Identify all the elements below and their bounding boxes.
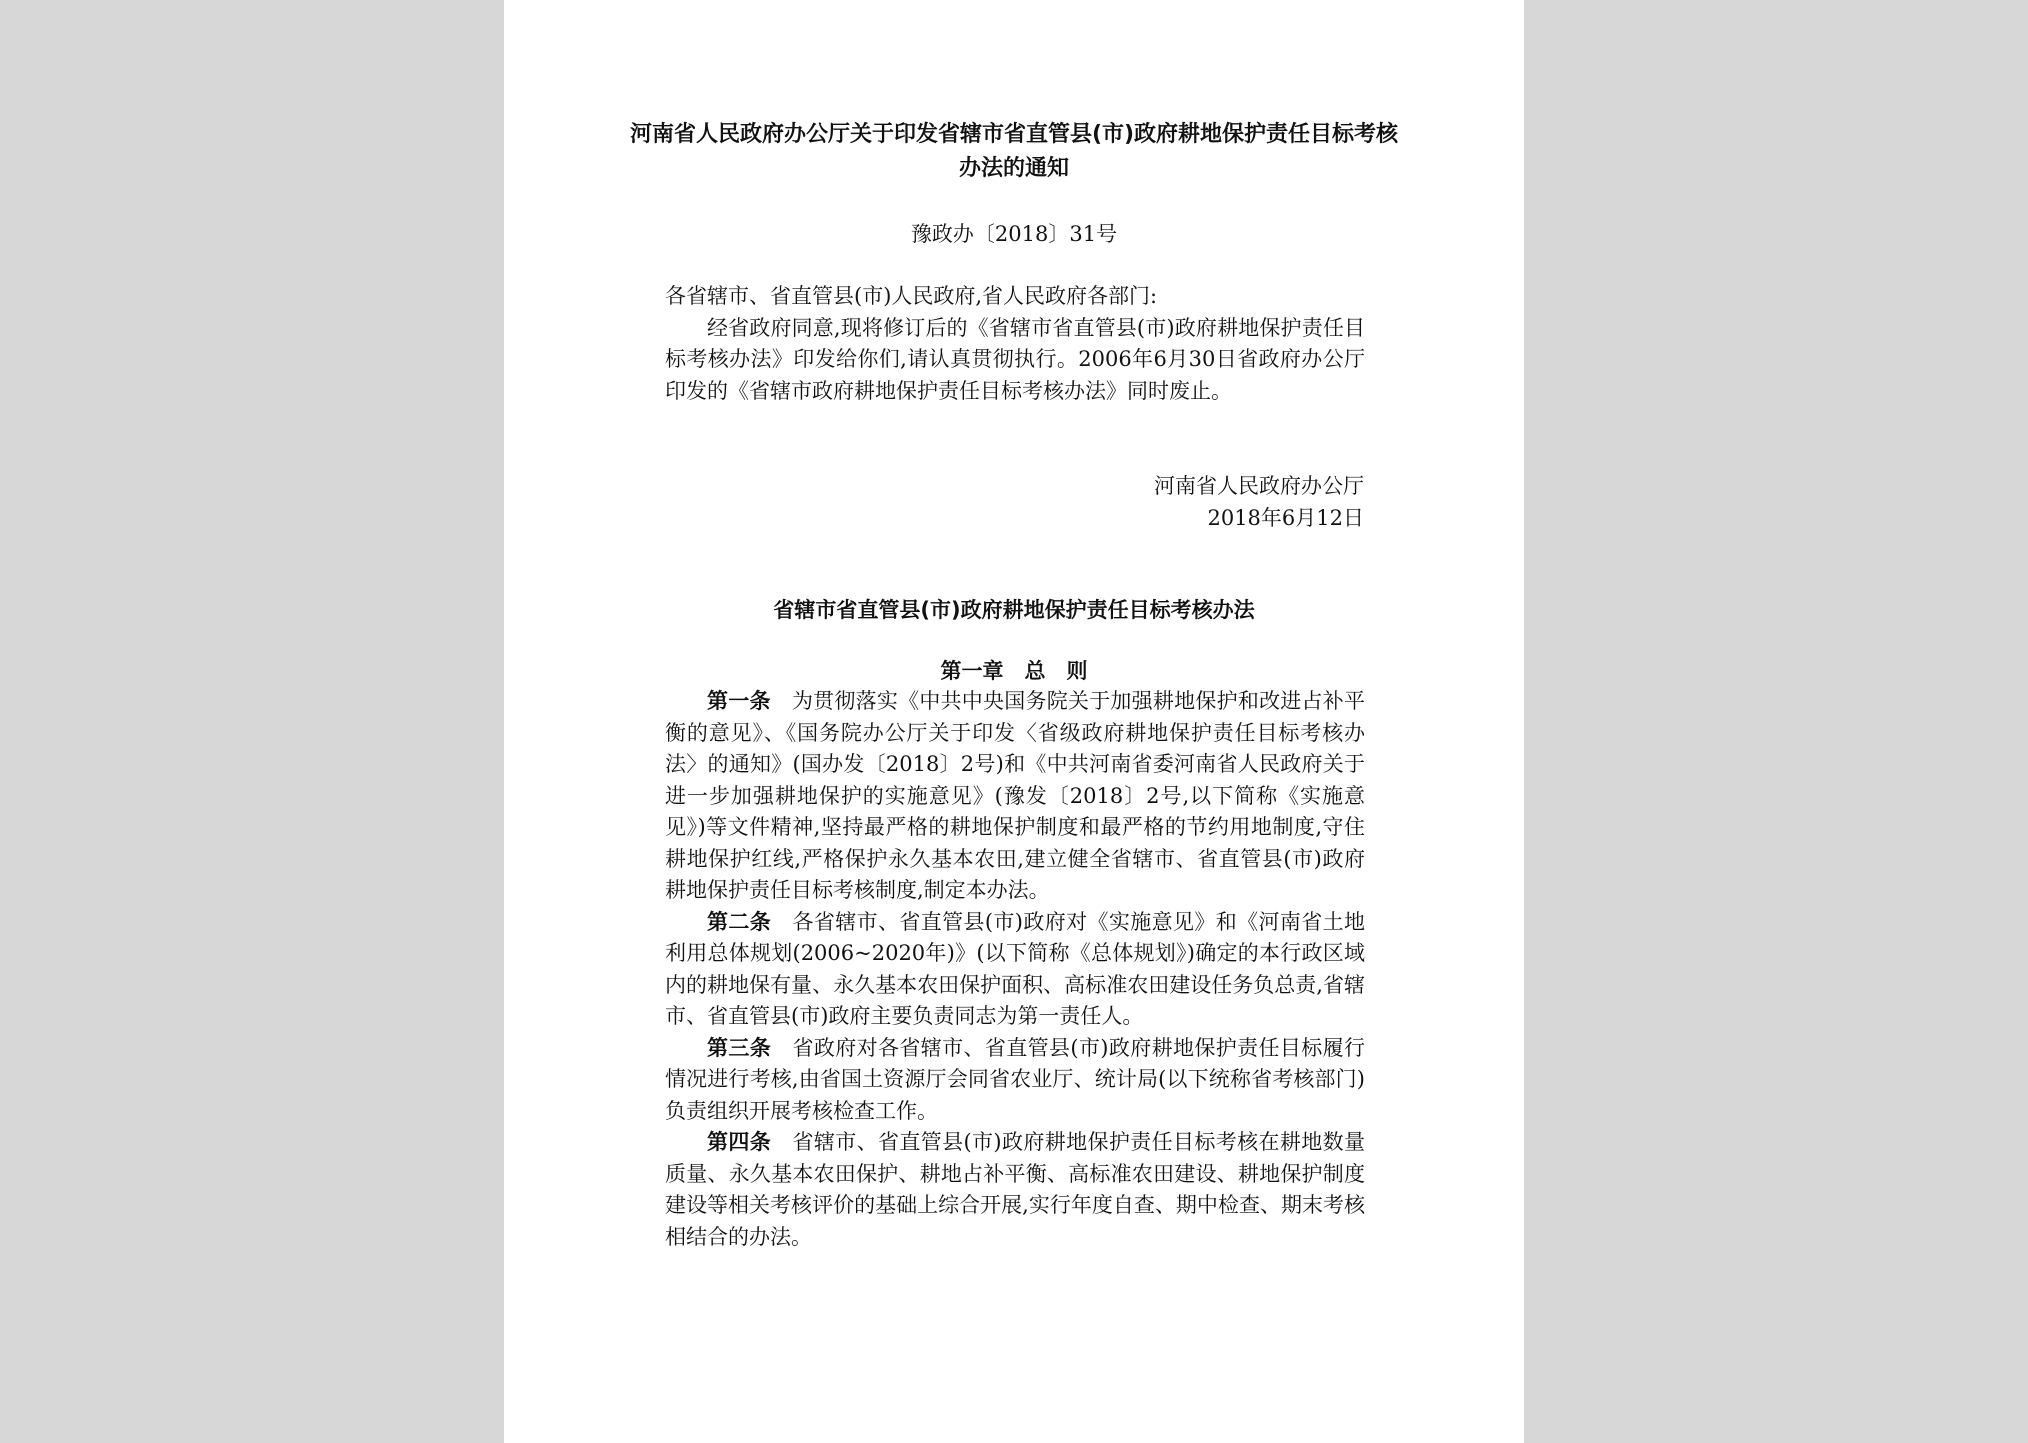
article-label: 第一条 xyxy=(707,689,771,713)
article-label: 第三条 xyxy=(707,1035,772,1060)
article-text: 省政府对各省辖市、省直管县(市)政府耕地保护责任目标履行情况进行考核,由省国土资源厅会同省农业厅、统计局(以下统称省考核部门)负责组织开展考核检查工作。 xyxy=(665,1035,1365,1123)
issue-date: 2018年6月12日 xyxy=(1207,506,1364,530)
articles xyxy=(665,686,1365,1253)
article-text: 各省辖市、省直管县(市)政府对《实施意见》和《河南省土地利用总体规划(2006~2020年)》(以下简称《总体规划》)确定的本行政区域内的耕地保有量、永久基本农田保护面积、高标准农田建设任务负总责,省辖市、省直管县(市)政府主要负责同志为第一责任人。 xyxy=(665,909,1365,1028)
article-label: 第四条 xyxy=(707,1130,772,1154)
notice-paragraph: 经省政府同意,现将修订后的《省辖市省直管县(市)政府耕地保护责任目标考核办法》印发给你们,请认真贯彻执行。2006年6月30日省政府办公厅印发的《省辖市政府耕地保护责任目标考核办法》同时废止。 xyxy=(665,315,1365,403)
article-3 xyxy=(665,1033,1365,1128)
article-1 xyxy=(665,686,1365,907)
article-text: 为贯彻落实《中共中央国务院关于加强耕地保护和改进占补平衡的意见》、《国务院办公厅关于印发〈省级政府耕地保护责任目标考核办法〉的通知》(国办发〔2018〕2号)和《中共河南省委河南省人民政府关于进一步加强耕地保护的实施意见》(豫发〔2018〕2号,以下简称《实施意见》)等文件精神,坚持最严格的耕地保护制度和最严格的节约用地制度,守住耕地保护红线,严格保护永久基本农田,建立健全省辖市、省直管县(市)政府耕地保护责任目标考核制度,制定本办法。 xyxy=(665,689,1366,902)
article-text: 省辖市、省直管县(市)政府耕地保护责任目标考核在耕地数量质量、永久基本农田保护、耕地占补平衡、高标准农田建设、耕地保护制度建设等相关考核评价的基础上综合开展,实行年度自查、期中检查、期末考核相结合的办法。 xyxy=(665,1130,1365,1249)
regulation-title: 省辖市省直管县(市)政府耕地保护责任目标考核办法 xyxy=(773,598,1255,622)
notice-title: 河南省人民政府办公厅关于印发省辖市省直管县(市)政府耕地保护责任目标考核办法的通知 xyxy=(629,122,1399,181)
signatory: 河南省人民政府办公厅 xyxy=(1154,474,1364,498)
chapter-heading: 第一章 总 则 xyxy=(940,659,1088,683)
article-label: 第二条 xyxy=(707,909,772,934)
article-4 xyxy=(665,1127,1365,1253)
article-2 xyxy=(665,907,1365,1033)
document-number: 豫政办〔2018〕31号 xyxy=(910,222,1118,246)
salutation: 各省辖市、省直管县(市)人民政府,省人民政府各部门: xyxy=(665,284,1158,308)
notice-body xyxy=(665,281,1365,407)
document-page xyxy=(504,0,1524,1443)
